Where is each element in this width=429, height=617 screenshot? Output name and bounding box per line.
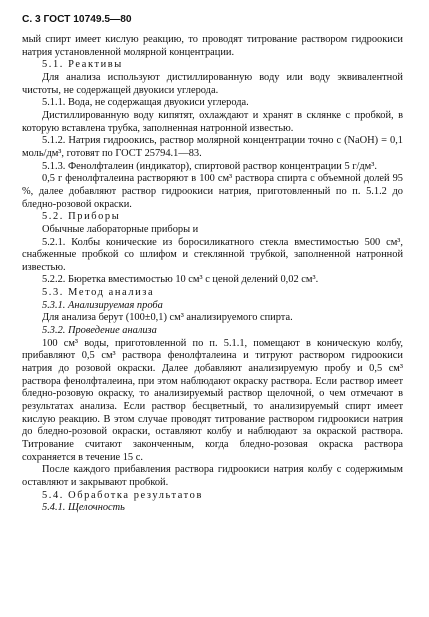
paragraph: мый спирт имеет кислую реакцию, то проводят титрование раствором гидроокиси натрия установленной молярной концентрации.: [22, 34, 403, 58]
section-heading: 5.3.2. Проведение анализа: [42, 325, 157, 337]
section-heading: 5.3. Метод анализа: [42, 287, 155, 299]
paragraph: 5.1.3. Фенолфталеин (индикатор), спиртовой раствор концентрации 5 г/дм³.: [42, 160, 377, 172]
section-heading: 5.1. Реактивы: [42, 59, 123, 71]
document-body: [22, 34, 403, 515]
paragraph: Обычные лабораторные приборы и: [42, 223, 199, 235]
section-heading: 5.3.1. Анализируемая проба: [42, 299, 163, 311]
paragraph: 5.1.1. Вода, не содержащая двуокиси углерода.: [42, 97, 249, 109]
paragraph: После каждого прибавления раствора гидроокиси натрия колбу с содержимым оставляют и закрывают пробкой.: [22, 464, 403, 488]
paragraph: 5.2.2. Бюретка вместимостью 10 см³ с ценой делений 0,02 см³.: [42, 274, 319, 286]
section-heading: 5.4. Обработка результатов: [42, 489, 203, 501]
paragraph: 5.2.1. Колбы конические из боросиликатного стекла вместимостью 500 см³, снабженные пробкой со шлифом и стеклянной трубкой, заполненной натронной известью.: [22, 236, 403, 273]
paragraph: 0,5 г фенолфталеина растворяют в 100 см³ раствора спирта с объемной долей 95 %, далее добавляют раствор гидроокиси натрия, приготовленный по п. 5.1.2 до бледно-розовой окраски.: [22, 173, 403, 210]
paragraph: 5.1.2. Натрия гидроокись, раствор молярной концентрации точно c (NaOH) = 0,1 моль/дм³, готовят по ГОСТ 25794.1—83.: [22, 135, 403, 159]
paragraph: Для анализа используют дистиллированную воду или воду эквивалентной чистоты, не содержащей двуокиси углерода.: [22, 71, 403, 96]
section-heading: 5.4.1. Щелочность: [42, 502, 125, 514]
paragraph: Дистиллированную воду кипятят, охлаждают и хранят в склянке с пробкой, в которую вставлена трубка, заполненная натронной известью.: [22, 109, 403, 134]
section-heading: 5.2. Приборы: [42, 211, 121, 223]
paragraph: Для анализа берут (100±0,1) см³ анализируемого спирта.: [42, 312, 293, 324]
page-header: С. 3 ГОСТ 10749.5—80: [22, 14, 132, 25]
paragraph: 100 см³ воды, приготовленной по п. 5.1.1, помещают в коническую колбу, прибавляют 0,5 см³ раствора фенолфталеина и титруют раствором гидроокиси натрия до розовой окраски. Далее добавляют анализируемую пробу и 0,5 см³ раствора фенолфталеина, при этом наблюдают окраску раствора. Если раствор имеет бледно-розовую окраску, то анализируемый раствор щелочной, о чем отмечают в результатах анализа. Если раствор бесцветный, то анализируемый спирт имеет кислую реакцию. В этом случае проводят титрование раствором гидроокиси натрия до бледно-розовой окраски, оставляют колбу и наблюдают за окраской раствора. Титрование считают законченным, когда бледно-розовая окраска раствора сохраняется в течение 15 с.: [22, 337, 403, 463]
